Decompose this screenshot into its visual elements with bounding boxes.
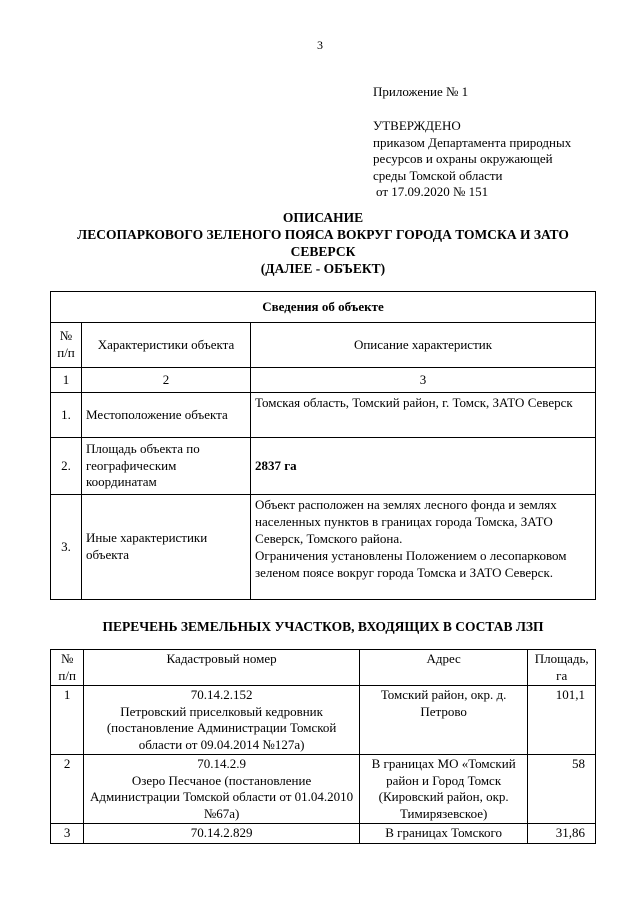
parcels-header-address: Адрес (359, 650, 527, 686)
info-index-row (51, 368, 596, 393)
table-row (51, 755, 596, 824)
parcels-header-row (51, 650, 596, 686)
parcel-area: 58 (528, 755, 596, 824)
approval-order: от 17.09.2020 № 151 (376, 184, 489, 199)
table-row (51, 824, 596, 844)
parcel-cadastral (84, 686, 360, 755)
parcel-num: 1 (51, 686, 84, 755)
info-row-num: 2. (51, 438, 82, 495)
parcel-cadastral-note: Озеро Песчаное (постановление Администрации Томской области от 01.04.2010 №67а) (90, 772, 354, 821)
parcels-header-num-line1: № (60, 651, 74, 666)
land-parcels-table (50, 649, 596, 844)
info-row-characteristic: Иные характеристики объекта (82, 495, 251, 600)
document-title (50, 210, 596, 278)
parcel-cadastral-number: 70.14.2.9 (197, 756, 246, 771)
title-line-4: (ДАЛЕЕ - ОБЪЕКТ) (260, 260, 386, 276)
parcel-address: В границах Томского (359, 824, 527, 844)
info-index-1: 1 (51, 368, 82, 393)
info-row-num: 3. (51, 495, 82, 600)
info-row-num: 1. (51, 393, 82, 438)
parcel-area: 101,1 (528, 686, 596, 755)
info-caption-row (51, 292, 596, 323)
parcel-num: 2 (51, 755, 84, 824)
info-row-description-p1: Объект расположен на землях лесного фонда и землях населенных пунктов в границах города Томска, ЗАТО Северск, Томского района. (255, 497, 557, 546)
info-index-3: 3 (251, 368, 596, 393)
approval-line-1: приказом Департамента природных (373, 134, 572, 150)
info-header-num-line1: № (59, 328, 73, 344)
title-line-2: ЛЕСОПАРКОВОГО ЗЕЛЕНОГО ПОЯСА ВОКРУГ ГОРОДА ТОМСКА И ЗАТО (77, 226, 569, 242)
info-header-row (51, 323, 596, 368)
parcel-cadastral (84, 755, 360, 824)
info-row-description (251, 495, 596, 600)
info-row-description-p2: Ограничения установлены Положением о лесопарковом зеленом поясе вокруг города Томска и ЗАТО Северск. (255, 547, 567, 580)
info-header-characteristic: Характеристики объекта (82, 323, 251, 368)
info-row-description: Томская область, Томский район, г. Томск, ЗАТО Северск (251, 393, 596, 438)
info-row-characteristic: Площадь объекта по географическим координатам (82, 438, 251, 495)
approval-block (373, 118, 603, 201)
parcel-cadastral-note: Петровский приселковый кедровник (постановление Администрации Томской области от 09.04.2014 №127а) (106, 703, 337, 752)
info-row-other (51, 495, 596, 600)
parcel-address: Томский район, окр. д. Петрово (359, 686, 527, 755)
parcel-cadastral-number: 70.14.2.829 (190, 825, 253, 840)
parcels-header-cadastral: Кадастровый номер (84, 650, 360, 686)
parcel-cadastral (84, 824, 360, 844)
table-row (51, 686, 596, 755)
parcel-num: 3 (51, 824, 84, 844)
approval-line-2: ресурсов и охраны окружающей (373, 151, 553, 166)
parcel-area: 31,86 (528, 824, 596, 844)
info-header-num-line2: п/п (57, 345, 75, 360)
parcels-header-area (528, 650, 596, 686)
appendix-label: Приложение № 1 (373, 84, 469, 99)
info-row-characteristic: Местоположение объекта (82, 393, 251, 438)
parcel-cadastral-number: 70.14.2.152 (190, 687, 253, 702)
info-index-2: 2 (82, 368, 251, 393)
parcels-header-area-line1: Площадь, (534, 651, 589, 666)
title-line-3: СЕВЕРСК (290, 243, 356, 259)
parcels-header-num (51, 650, 84, 686)
info-row-location (51, 393, 596, 438)
title-line-1: ОПИСАНИЕ (282, 210, 364, 225)
page-number: 3 (317, 38, 323, 52)
approval-line-3: среды Томской области (373, 167, 503, 183)
info-header-num (51, 323, 82, 368)
approval-title: УТВЕРЖДЕНО (373, 118, 461, 133)
info-caption: Сведения об объекте (51, 292, 596, 323)
parcel-address: В границах МО «Томский район и Город Томск (Кировский район, окр. Тимирязевское) (359, 755, 527, 824)
parcels-header-area-line2: га (556, 667, 568, 683)
parcels-list-heading: ПЕРЕЧЕНЬ ЗЕМЕЛЬНЫХ УЧАСТКОВ, ВХОДЯЩИХ В СОСТАВ ЛЗП (102, 619, 544, 634)
object-info-table (50, 291, 596, 600)
info-row-description: 2837 га (251, 438, 596, 495)
parcels-header-num-line2: п/п (58, 667, 76, 683)
info-row-area (51, 438, 596, 495)
info-header-description: Описание характеристик (251, 323, 596, 368)
